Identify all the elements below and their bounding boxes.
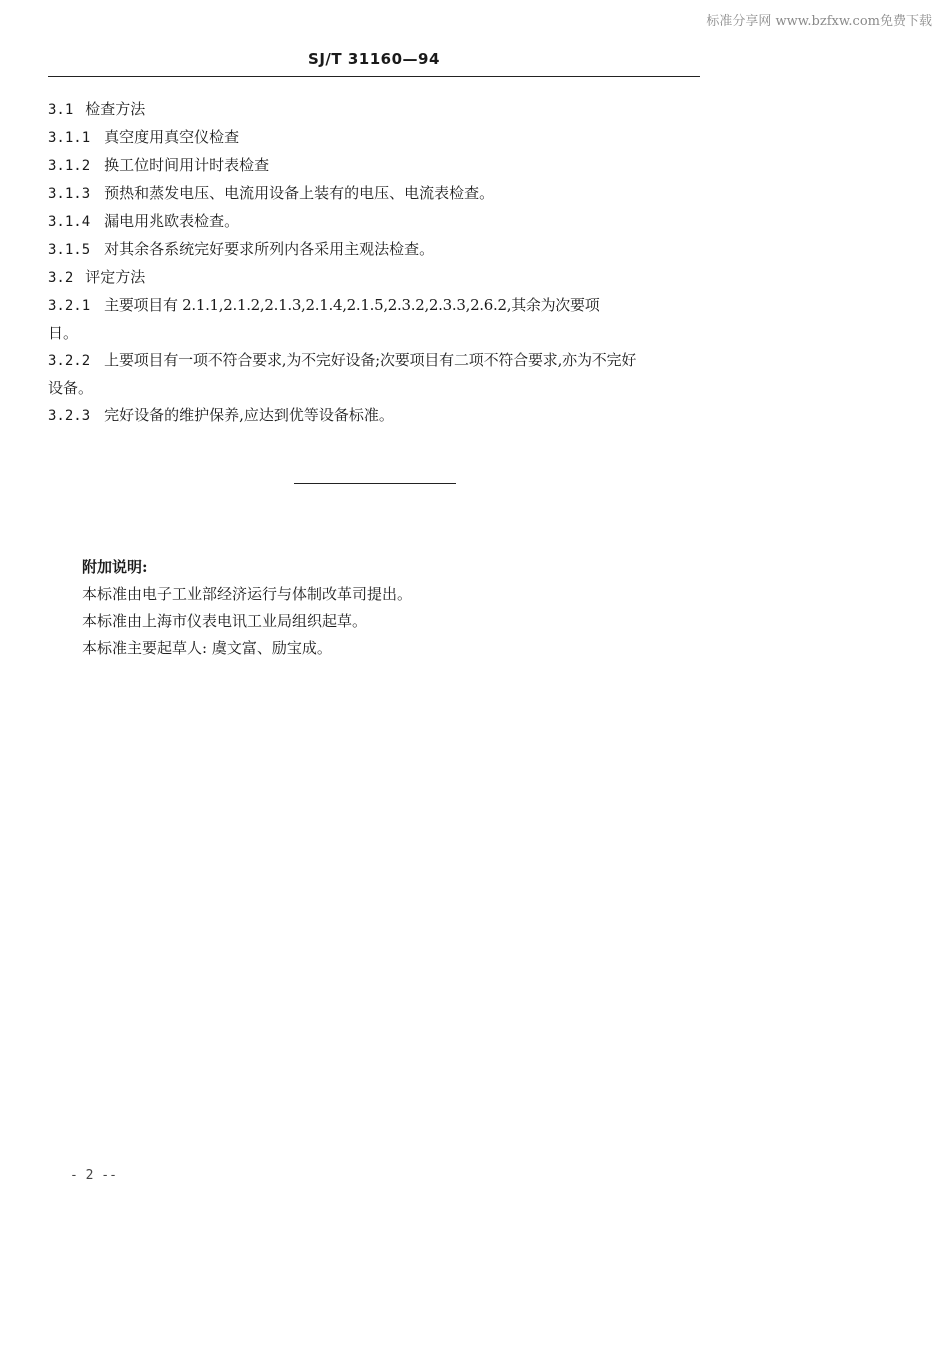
section-text: 评定方法 (85, 268, 146, 286)
section-number: 3.2.3 (48, 408, 91, 424)
appendix-line: 本标准由电子工业部经济运行与体制改革司提出。 (82, 585, 413, 603)
section-text: 主要项目有 2.1.1,2.1.2,2.1.3,2.1.4,2.1.5,2.3.2,2.3.3,2.6.2,其余为次要项 (104, 296, 600, 314)
section-text: 上要项目有一项不符合要求,为不完好设备;次要项目有二项不符合要求,亦为不完好 (104, 351, 637, 369)
section-item (48, 96, 700, 124)
section-item (48, 347, 700, 375)
section-item (48, 292, 700, 320)
section-item (48, 236, 700, 264)
section-number: 3.1.4 (48, 214, 91, 230)
appendix-notes (82, 554, 702, 662)
section-continuation: 设备。 (48, 379, 94, 397)
watermark: 标准分享网 www.bzfxw.com免费下载 (706, 14, 932, 29)
section-number: 3.1.5 (48, 242, 91, 258)
section-text: 预热和蒸发电压、电流用设备上装有的电压、电流表检查。 (104, 184, 495, 202)
section-continuation: 日。 (48, 324, 79, 342)
section-item (48, 152, 700, 180)
section-number: 3.2.2 (48, 353, 91, 369)
section-number: 3.2 (48, 270, 74, 286)
section-number: 3.1.1 (48, 130, 91, 146)
section-item (48, 180, 700, 208)
appendix-title: 附加说明: (82, 558, 148, 576)
section-number: 3.2.1 (48, 298, 91, 314)
document-code-header: SJ/T 31160—94 (308, 50, 440, 68)
section-item (48, 264, 700, 292)
appendix-line: 本标准由上海市仪表电讯工业局组织起草。 (82, 612, 368, 630)
section-item (48, 402, 700, 430)
section-text: 漏电用兆欧表检查。 (104, 212, 240, 230)
end-divider (294, 483, 456, 484)
section-number: 3.1 (48, 102, 74, 118)
section-text: 换工位时间用计时表检查 (104, 156, 270, 174)
header-divider (48, 76, 700, 77)
section-number: 3.1.3 (48, 186, 91, 202)
section-text: 对其余各系统完好要求所列内各采用主观法检查。 (104, 240, 435, 258)
section-item (48, 208, 700, 236)
section-list (48, 96, 700, 430)
section-number: 3.1.2 (48, 158, 91, 174)
appendix-line: 本标准主要起草人: 虞文富、励宝成。 (82, 639, 332, 657)
page-number: - 2 -- (70, 1168, 117, 1183)
section-text: 检查方法 (85, 100, 146, 118)
section-item (48, 124, 700, 152)
section-text: 完好设备的维护保养,应达到优等设备标准。 (104, 406, 394, 424)
section-text: 真空度用真空仪检查 (104, 128, 240, 146)
